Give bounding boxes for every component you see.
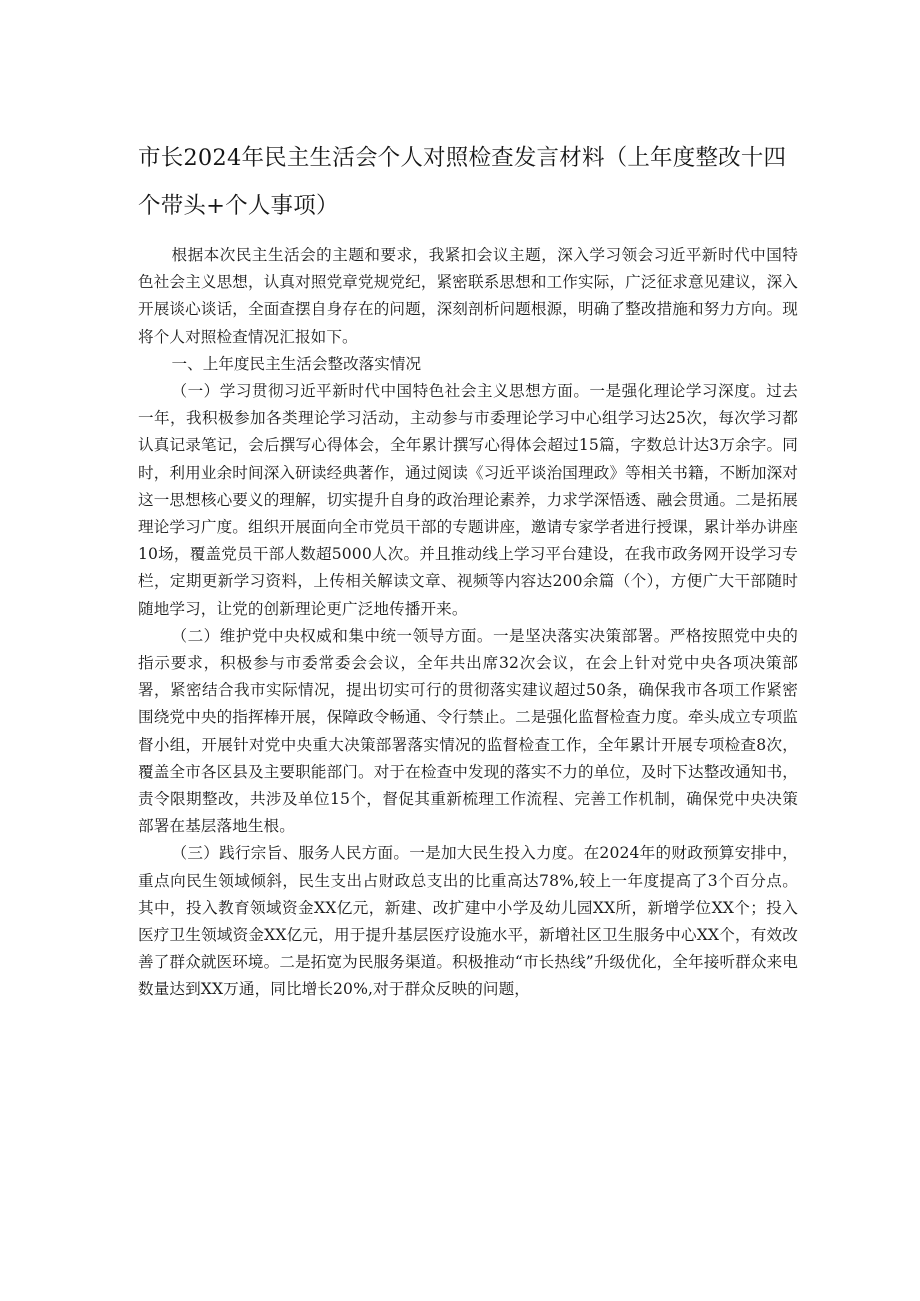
body-paragraph: （二）维护党中央权威和集中统一领导方面。一是坚决落实决策部署。严格按照党中央的指示要求，积极参与市委常委会会议，全年共出席32次会议，在会上针对党中央各项决策部署，紧密结合我市实际情况，提出切实可行的贯彻落实建议超过50条，确保我市各项工作紧密围绕党中央的指挥棒开展，保障政令畅通、令行禁止。二是强化监督检查力度。牵头成立专项监督小组，开展针对党中央重大决策部署落实情况的监督检查工作，全年累计开展专项检查8次，覆盖全市各区县及主要职能部门。对于在检查中发现的落实不力的单位，及时下达整改通知书，责令限期整改，共涉及单位15个，督促其重新梳理工作流程、完善工作机制，确保党中央决策部署在基层落地生根。 (138, 626, 798, 836)
intro-paragraph: 根据本次民主生活会的主题和要求，我紧扣会议主题，深入学习领会习近平新时代中国特色社会主义思想，认真对照党章党规党纪，紧密联系思想和工作实际，广泛征求意见建议，深入开展谈心谈话，全面查摆自身存在的问题，深刻剖析问题根源，明确了整改措施和努力方向。现将个人对照检查情况汇报如下。 (138, 246, 798, 346)
document-body (138, 242, 798, 1004)
body-paragraph: （三）践行宗旨、服务人民方面。一是加大民生投入力度。在2024年的财政预算安排中，重点向民生领域倾斜，民生支出占财政总支出的比重高达78%,较上一年度提高了3个百分点。其中，投入教育领域资金XX亿元，新建、改扩建中小学及幼儿园XX所，新增学位XX个；投入医疗卫生领域资金XX亿元，用于提升基层医疗设施水平，新增社区卫生服务中心XX个，有效改善了群众就医环境。二是拓宽为民服务渠道。积极推动“市长热线”升级优化，全年接听群众来电数量达到XX万通，同比增长20%,对于群众反映的问题， (138, 844, 798, 999)
body-paragraph: （一）学习贯彻习近平新时代中国特色社会主义思想方面。一是强化理论学习深度。过去一年，我积极参加各类理论学习活动，主动参与市委理论学习中心组学习达25次，每次学习都认真记录笔记，会后撰写心得体会，全年累计撰写心得体会超过15篇，字数总计达3万余字。同时，利用业余时间深入研读经典著作，通过阅读《习近平谈治国理政》等相关书籍，不断加深对这一思想核心要义的理解，切实提升自身的政治理论素养，力求学深悟透、融会贯通。二是拓展理论学习广度。组织开展面向全市党员干部的专题讲座，邀请专家学者进行授课，累计举办讲座10场，覆盖党员干部人数超5000人次。并且推动线上学习平台建设，在我市政务网开设学习专栏，定期更新学习资料，上传相关解读文章、视频等内容达200余篇（个），方便广大干部随时随地学习，让党的创新理论更广泛地传播开来。 (138, 382, 798, 618)
section-heading: 一、上年度民主生活会整改落实情况 (171, 354, 422, 373)
document-title: 市长2024年民主生活会个人对照检查发言材料（上年度整改十四个带头+个人事项） (138, 145, 787, 219)
